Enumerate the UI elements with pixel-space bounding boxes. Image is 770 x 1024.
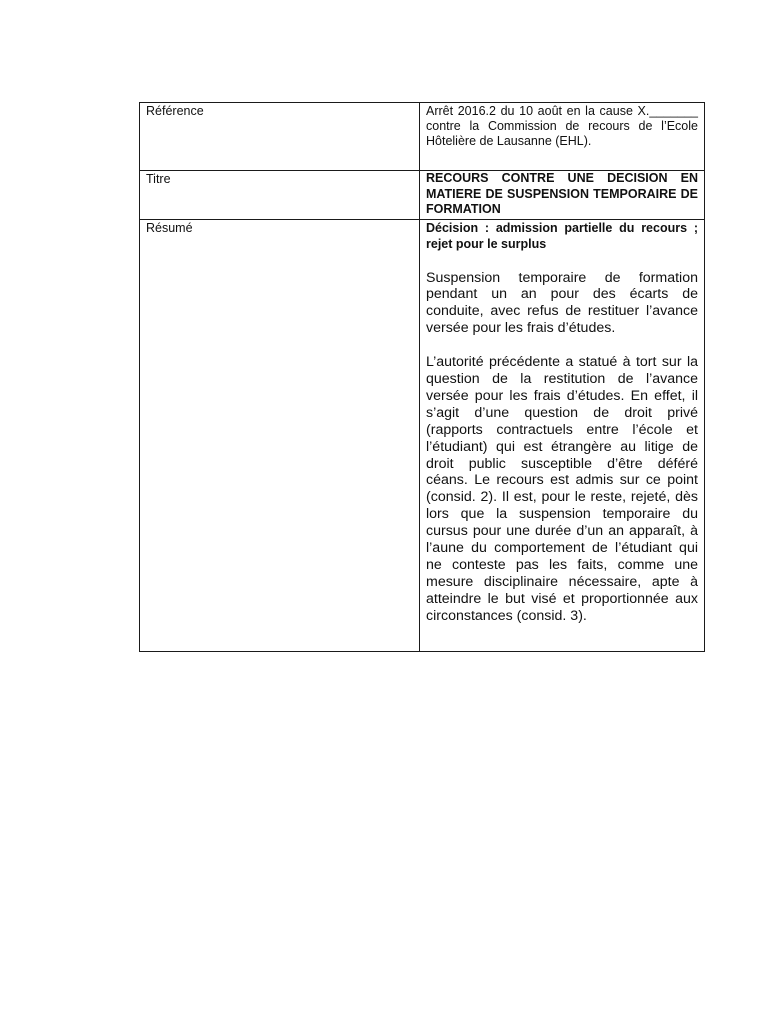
summary-paragraph-2: L’autorité précédente a statué à tort sur la question de la restitution de l’avance versée pour les frais d’études. En effet, il s’agit d’une question de droit privé (rapports contractuels entre l’école et l’étudiant) qui est étrangère au litige de droit public susceptible d’être déféré céans. Le recours est admis sur ce point (consid. 2). Il est, pour le reste, rejeté, dès lors que la suspension temporaire du cursus pour une durée d’un an apparaît, à l’aune du comportement de l’étudiant qui ne conteste pas les faits, comme une mesure disciplinaire nécessaire, apte à atteindre le but visé et proportionnée aux circonstances (consid. 3). [426, 354, 698, 624]
table-row-title [140, 171, 705, 220]
reference-value: Arrêt 2016.2 du 10 août en la cause X._______ contre la Commission de recours de l’Ecole Hôtelière de Lausanne (EHL). [426, 104, 698, 148]
reference-value-cell [420, 103, 705, 171]
table-row-summary [140, 219, 705, 651]
title-label: Titre [140, 171, 420, 220]
summary-label: Résumé [140, 219, 420, 651]
table-row-reference [140, 103, 705, 171]
title-value: RECOURS CONTRE UNE DECISION EN MATIERE DE SUSPENSION TEMPORAIRE DE FORMATION [426, 171, 698, 216]
summary-value-cell [420, 219, 705, 651]
title-value-cell [420, 171, 705, 220]
summary-paragraph-1: Suspension temporaire de formation pendant un an pour des écarts de conduite, avec refus de restituer l’avance versée pour les frais d’études. [426, 269, 698, 337]
decision-heading: Décision : admission partielle du recours ; rejet pour le surplus [426, 220, 698, 251]
reference-label: Référence [140, 103, 420, 171]
summary-table [139, 102, 705, 652]
